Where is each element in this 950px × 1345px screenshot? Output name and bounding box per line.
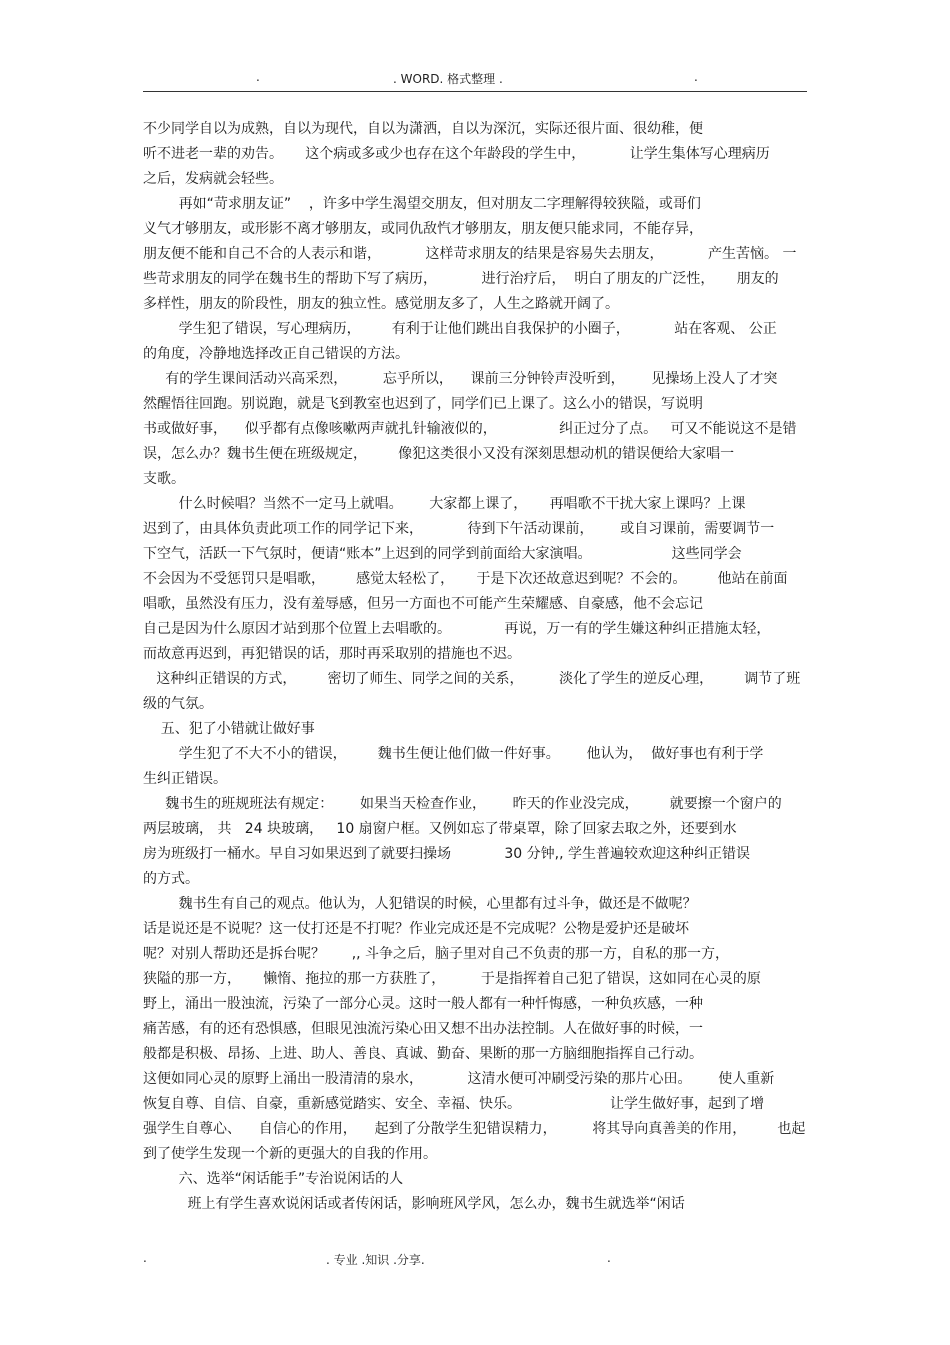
body-text-line: 之后，发病就会轻些。 [143, 171, 283, 187]
body-text-line: 房为班级打一桶水。早自习如果迟到了就要扫操场 30 分钟,, 学生普遍较欢迎这种纠正错误 [143, 846, 751, 862]
body-text-line: 有的学生课间活动兴高采烈， 忘乎所以， 课前三分钟铃声没听到， 见操场上没人了才突 [143, 371, 778, 387]
body-text-line: 班上有学生喜欢说闲话或者传闲话，影响班风学风，怎么办，魏书生就选举“闲话 [143, 1196, 685, 1212]
footer-title: . 专业 .知识 .分享. [326, 1253, 425, 1267]
body-text-line: 魏书生有自己的观点。他认为，人犯错误的时候，心里都有过斗争，做还是不做呢？ [143, 896, 697, 912]
body-text-line: 的方式。 [143, 871, 199, 887]
body-text-line: 什么时候唱？当然不一定马上就唱。 大家都上课了， 再唱歌不干扰大家上课吗？上课 [143, 496, 746, 512]
body-text-line: 六、选举“闲话能手”专治说闲话的人 [143, 1171, 404, 1187]
body-text-line: 多样性，朋友的阶段性，朋友的独立性。感觉朋友多了，人生之路就开阔了。 [143, 296, 619, 312]
body-text-line: 朋友便不能和自己不合的人表示和谐， 这样苛求朋友的结果是容易失去朋友， 产生苦恼。 一 [143, 246, 797, 262]
body-text-line: 唱歌，虽然没有压力，没有羞辱感，但另一方面也不可能产生荣耀感、自豪感，他不会忘记 [143, 596, 703, 612]
body-text-line: 听不进老一辈的劝告。 这个病或多或少也存在这个年龄段的学生中， 让学生集体写心理病历 [143, 146, 770, 162]
body-text-line: 迟到了，由具体负责此项工作的同学记下来， 待到下午活动课前， 或自习课前，需要调节一 [143, 521, 775, 537]
body-text-line: 恢复自尊、自信、自豪，重新感觉踏实、安全、幸福、快乐。 让学生做好事，起到了增 [143, 1096, 765, 1112]
body-text-line: 呢？对别人帮助还是拆台呢？ ,, 斗争之后，脑子里对自己不负责的那一方，自私的那一方， [143, 946, 730, 962]
body-text-line: 这便如同心灵的原野上涌出一股清清的泉水， 这清水便可冲刷受污染的那片心田。 使人重新 [143, 1071, 775, 1087]
body-text-line: 些苛求朋友的同学在魏书生的帮助下写了病历， 进行治疗后， 明白了朋友的广泛性， 朋友的 [143, 271, 779, 287]
body-text-line: 误，怎么办？魏书生便在班级规定， 像犯这类很小又没有深刻思想动机的错误便给大家唱一 [143, 446, 735, 462]
footer-left-mark: . [143, 1251, 147, 1265]
body-text-line: 到了使学生发现一个新的更强大的自我的作用。 [143, 1146, 437, 1162]
body-text-line: 野上，涌出一股浊流，污染了一部分心灵。这时一般人都有一种忏悔感，一种负疚感，一种 [143, 996, 703, 1012]
body-text-line: 的角度，冷静地选择改正自己错误的方法。 [143, 346, 409, 362]
header-left-mark: . [256, 70, 260, 84]
body-text-line: 级的气氛。 [143, 696, 213, 712]
body-text-line: 自己是因为什么原因才站到那个位置上去唱歌的。 再说，万一有的学生嫌这种纠正措施太轻， [143, 621, 771, 637]
body-text-line: 狭隘的那一方， 懒惰、拖拉的那一方获胜了， 于是指挥着自己犯了错误，这如同在心灵的原 [143, 971, 761, 987]
body-text-line: 义气才够朋友，或形影不离才够朋友，或同仇敌忾才够朋友，朋友便只能求同，不能存异， [143, 221, 703, 237]
body-text-line: 支歌。 [143, 471, 185, 487]
body-text-line: 五、犯了小错就让做好事 [143, 721, 315, 737]
body-text-line: 下空气，活跃一下气氛时，便请“账本”上迟到的同学到前面给大家演唱。 这些同学会 [143, 546, 742, 562]
body-text-line: 不少同学自以为成熟，自以为现代，自以为潇洒，自以为深沉，实际还很片面、很幼稚，便 [143, 121, 703, 137]
body-text-line: 然醒悟往回跑。别说跑，就是飞到教室也迟到了，同学们已上课了。这么小的错误，写说明 [143, 396, 703, 412]
body-text-line: 再如“苛求朋友证” ，许多中学生渴望交朋友，但对朋友二字理解得较狭隘，或哥们 [143, 196, 701, 212]
body-text-line: 学生犯了错误，写心理病历， 有利于让他们跳出自我保护的小圈子， 站在客观、 公正 [143, 321, 777, 337]
body-text-line: 魏书生的班规班法有规定： 如果当天检查作业， 昨天的作业没完成， 就要擦一个窗户的 [143, 796, 782, 812]
body-text-line: 书或做好事， 似乎都有点像咳嗽两声就扎针输液似的， 纠正过分了点。 可又不能说这不是错 [143, 421, 797, 437]
page-footer [143, 1251, 807, 1269]
header-rule [143, 91, 807, 92]
header-right-mark: . [694, 70, 698, 84]
page-header [143, 70, 807, 92]
body-text-line: 学生犯了不大不小的错误， 魏书生便让他们做一件好事。 他认为， 做好事也有利于学 [143, 746, 764, 762]
body-text-line: 两层玻璃， 共 24 块玻璃， 10 扇窗户框。又例如忘了带桌罩，除了回家去取之外，还要到水 [143, 821, 737, 837]
body-text-line: 而故意再迟到，再犯错误的话，那时再采取别的措施也不迟。 [143, 646, 521, 662]
body-text-line: 不会因为不受惩罚只是唱歌， 感觉太轻松了， 于是下次还故意迟到呢？不会的。 他站在前面 [143, 571, 788, 587]
body-text-line: 生纠正错误。 [143, 771, 227, 787]
body-text-line: 痛苦感，有的还有恐惧感，但眼见浊流污染心田又想不出办法控制。人在做好事的时候，一 [143, 1021, 703, 1037]
body-text-line: 这种纠正错误的方式， 密切了师生、同学之间的关系， 淡化了学生的逆反心理， 调节了班 [143, 671, 801, 687]
body-text-line: 强学生自尊心、 自信心的作用， 起到了分散学生犯错误精力， 将其导向真善美的作用， 也起 [143, 1121, 806, 1137]
footer-right-mark: . [607, 1251, 611, 1265]
header-title: . WORD. 格式整理 . [393, 72, 503, 86]
body-text-line: 般都是积极、昂扬、上进、助人、善良、真诚、勤奋、果断的那一方脑细胞指挥自己行动。 [143, 1046, 703, 1062]
body-text-line: 话是说还是不说呢？这一仗打还是不打呢？作业完成还是不完成呢？公物是爱护还是破坏 [143, 921, 689, 937]
